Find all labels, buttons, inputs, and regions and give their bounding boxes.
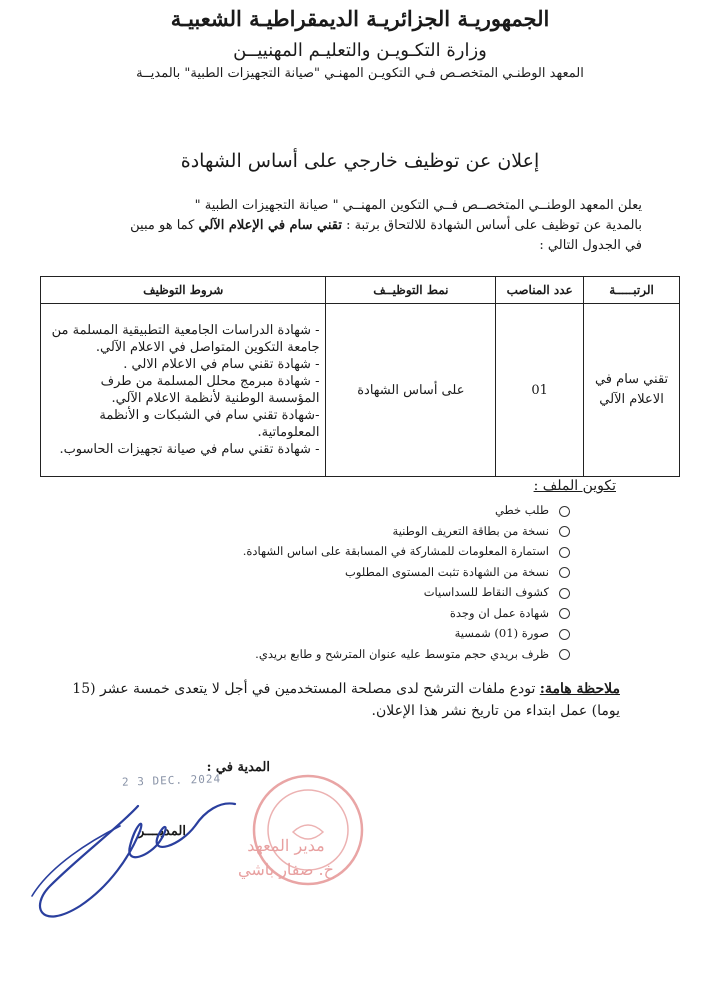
cell-mode: على أساس الشهادة xyxy=(326,304,496,477)
files-heading: تكوين الملف : xyxy=(533,478,616,494)
header-mode: نمط التوظيــف xyxy=(326,277,496,304)
stamp-name: خ. صفار باشي xyxy=(238,860,334,879)
circle-bullet-icon xyxy=(559,649,570,660)
stamp-title: مدير المعهد xyxy=(247,836,325,855)
condition-item: -شهادة تقني سام في الشبكات و الأنظمة المعلوماتية. xyxy=(99,408,320,440)
circle-bullet-icon xyxy=(559,506,570,517)
important-note xyxy=(60,678,620,722)
header-institute: المعهد الوطنـي المتخصـص فـي التكويـن المهنـي "صيانة التجهيزات الطبية" بالمديــة xyxy=(136,66,584,81)
header-republic: الجمهوريـة الجزائريـة الديمقراطيـة الشعبيـة xyxy=(170,6,550,31)
note-text: تودع ملفات الترشح لدى مصلحة المستخدمين في أجل لا يتعدى خمسة عشر (15 يوما) عمل ابتداء من تاريخ نشر هذا الإعلان. xyxy=(72,681,620,719)
circle-bullet-icon xyxy=(559,547,570,558)
files-list xyxy=(243,500,570,664)
table-row xyxy=(41,304,680,477)
intro-line-2-start: بالمدية عن توظيف على أساس الشهادة للالتحاق برتبة : xyxy=(346,218,642,233)
list-item: طلب خطي xyxy=(243,500,570,521)
note-label: ملاحظة هامة: xyxy=(539,681,620,697)
header-conditions: شروط التوظيف xyxy=(41,277,326,304)
handwritten-signature-icon xyxy=(20,786,260,936)
list-item: نسخة من الشهادة تثبت المستوى المطلوب xyxy=(243,562,570,583)
intro-rank: تقني سام في الإعلام الآلي xyxy=(198,218,342,233)
condition-item: - شهادة الدراسات الجامعية التطبيقية المسلمة من جامعة التكوين المتواصل في الاعلام الآلي. xyxy=(51,323,320,355)
intro-line-2-end: كما هو مبين xyxy=(130,218,195,233)
condition-item: - شهادة تقني سام في صيانة تجهيزات الحاسوب. xyxy=(59,442,320,457)
list-item: شهادة عمل ان وجدة xyxy=(243,603,570,624)
circle-bullet-icon xyxy=(559,608,570,619)
header-rank: الرتبـــــة xyxy=(584,277,680,304)
condition-item: - شهادة تقني سام في الاعلام الالي . xyxy=(123,357,320,372)
cell-conditions xyxy=(41,304,326,477)
list-item: نسخة من بطاقة التعريف الوطنية xyxy=(243,521,570,542)
circle-bullet-icon xyxy=(559,526,570,537)
circle-bullet-icon xyxy=(559,629,570,640)
header-ministry: وزارة التكـويـن والتعليـم المهنييــن xyxy=(233,40,487,61)
intro-line-3: في الجدول التالي : xyxy=(539,238,642,253)
list-item: ظرف بريدي حجم متوسط عليه عنوان المترشح و طابع بريدي. xyxy=(243,644,570,665)
header-count: عدد المناصب xyxy=(496,277,584,304)
list-item: كشوف النقاط للسداسيات xyxy=(243,582,570,603)
cell-count: 01 xyxy=(496,304,584,477)
cell-rank: تقني سام في الاعلام الآلي xyxy=(584,304,680,477)
recruitment-table xyxy=(40,276,680,477)
intro-line-1: يعلن المعهد الوطنــي المتخصــص فــي التكوين المهنــي " صيانة التجهيزات الطبية " xyxy=(194,198,642,213)
intro-line-2 xyxy=(62,216,642,235)
date-stamp: 2 3 DEC. 2024 xyxy=(121,772,222,789)
place-date-label: المدية في : xyxy=(206,760,270,775)
condition-item: - شهادة مبرمج محلل المسلمة من طرف المؤسسة الوطنية لأنظمة الاعلام الآلي. xyxy=(100,374,320,406)
list-item: استمارة المعلومات للمشاركة في المسابقة على اساس الشهادة. xyxy=(243,541,570,562)
circle-bullet-icon xyxy=(559,588,570,599)
circle-bullet-icon xyxy=(559,567,570,578)
director-title: المديــــر xyxy=(138,824,186,839)
list-item: صورة (01) شمسية xyxy=(243,623,570,644)
table-header-row xyxy=(41,277,680,304)
announcement-title: إعلان عن توظيف خارجي على أساس الشهادة xyxy=(180,150,540,172)
